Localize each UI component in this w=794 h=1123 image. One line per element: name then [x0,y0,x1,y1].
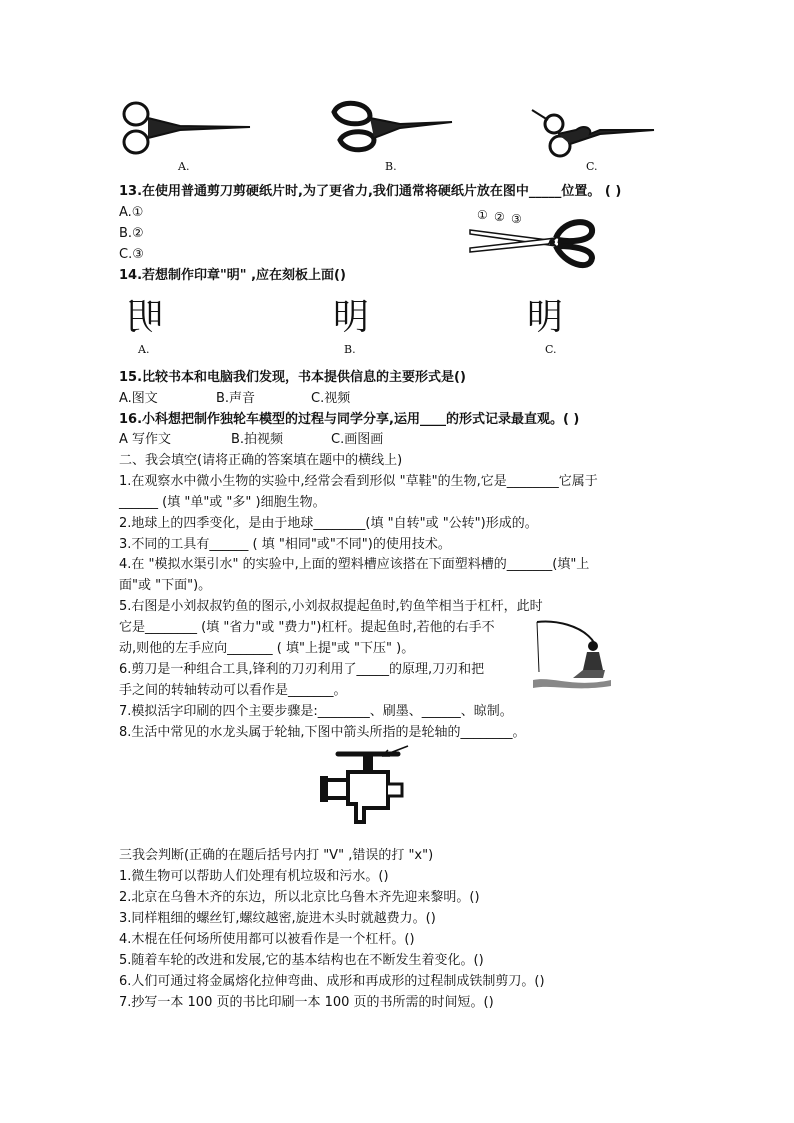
scissors-b-image [330,100,455,160]
q15-stem: 15.比较书本和电脑我们发现，书本提供信息的主要形式是() [119,370,466,385]
fill-line: 8.生活中常见的水龙头属于轮轴,下图中箭头所指的是轮轴的________。 [119,725,526,740]
judge-item: 5.随着车轮的改进和发展,它的基本结构也在不断发生着变化。() [119,953,484,968]
fisherman-image [533,618,613,693]
faucet-image [318,742,428,842]
q13-option-b: B.② [119,226,144,241]
seal-a-glyph: 明 [127,297,164,338]
mark-1: ① [477,208,488,222]
judge-item: 6.人们可通过将金属熔化拉伸弯曲、成形和再成形的过程制成铁制剪刀。() [119,974,545,989]
fill-line: 动,则他的左手应向_______ ( 填"上提"或 "下压" )。 [119,641,415,656]
fill-line: 手之间的转轴转动可以看作是_______。 [119,683,347,698]
judge-item: 4.木棍在任何场所使用都可以被看作是一个杠杆。() [119,932,415,947]
fill-line: 7.模拟活字印刷的四个主要步骤是:________、刷墨、______、晾制。 [119,704,513,719]
fill-line: 1.在观察水中微小生物的实验中,经常会看到形似 "草鞋"的生物,它是________它属于 [119,474,598,489]
q13-option-a: A.① [119,205,144,220]
judge-item: 3.同样粗细的螺丝钉,螺纹越密,旋进木头时就越费力。() [119,911,436,926]
fill-line: 5.右图是小刘叔叔钓鱼的图示,小刘叔叔提起鱼时,钓鱼竿相当于杠杆，此时 [119,599,543,614]
mark-3: ③ [511,212,522,226]
seal-c-label: C. [545,343,557,356]
q13-stem: 13.在使用普通剪刀剪硬纸片时,为了更省力,我们通常将硬纸片放在图中_____位置。 ( ) [119,184,622,199]
fill-line: 2.地球上的四季变化，是由于地球________(填 "自转"或 "公转")形成的。 [119,516,538,531]
q14-stem: 14.若想制作印章"明" ,应在刻板上面() [119,268,346,283]
fill-line: 它是________ (填 "省力"或 "费力")杠杆。提起鱼时,若他的右手不 [119,620,495,635]
q16-option-b: B.拍视频 [231,432,284,447]
seal-a-label: A. [138,343,150,356]
scissors-c-label: C. [586,160,598,173]
fill-line: ______ (填 "单"或 "多" )细胞生物。 [119,495,326,510]
judge-item: 1.微生物可以帮助人们处理有机垃圾和污水。() [119,869,389,884]
q13-option-c: C.③ [119,247,144,262]
scissors-a-image [120,100,250,160]
fill-line: 6.剪刀是一种组合工具,锋利的刀刃利用了_____的原理,刀刃和把 [119,662,485,677]
judge-item: 2.北京在乌鲁木齐的东边，所以北京比乌鲁木齐先迎来黎明。() [119,890,480,905]
section3-title: 三我会判断(正确的在题后括号内打 "V" ,错误的打 "x") [119,848,434,863]
section2-title: 二、我会填空(请将正确的答案填在题中的横线上) [119,453,403,468]
fill-line: 4.在 "模拟水渠引水" 的实验中,上面的塑料槽应该搭在下面塑料槽的_______(填"上 [119,557,590,572]
scissors-c-image [530,100,655,162]
seal-b-label: B. [344,343,356,356]
q16-option-c: C.画图画 [331,432,384,447]
seal-b-glyph: 明 [333,297,370,338]
q15-option-b: B.声音 [216,391,256,406]
fill-line: 3.不同的工具有______ ( 填 "相同"或"不同")的使用技术。 [119,537,451,552]
scissors-b-label: B. [385,160,397,173]
seal-c-glyph: 明 [527,297,564,338]
q16-stem: 16.小科想把制作独轮车模型的过程与同学分享,运用____的形式记录最直观。( ) [119,412,580,427]
mark-2: ② [494,210,505,224]
scissors-a-label: A. [178,160,190,173]
judge-item: 7.抄写一本 100 页的书比印刷一本 100 页的书所需的时间短。() [119,995,494,1010]
q15-option-a: A.图文 [119,391,158,406]
q15-option-c: C.视频 [311,391,351,406]
q16-option-a: A 写作文 [119,432,172,447]
fill-line: 面"或 "下面")。 [119,578,212,593]
